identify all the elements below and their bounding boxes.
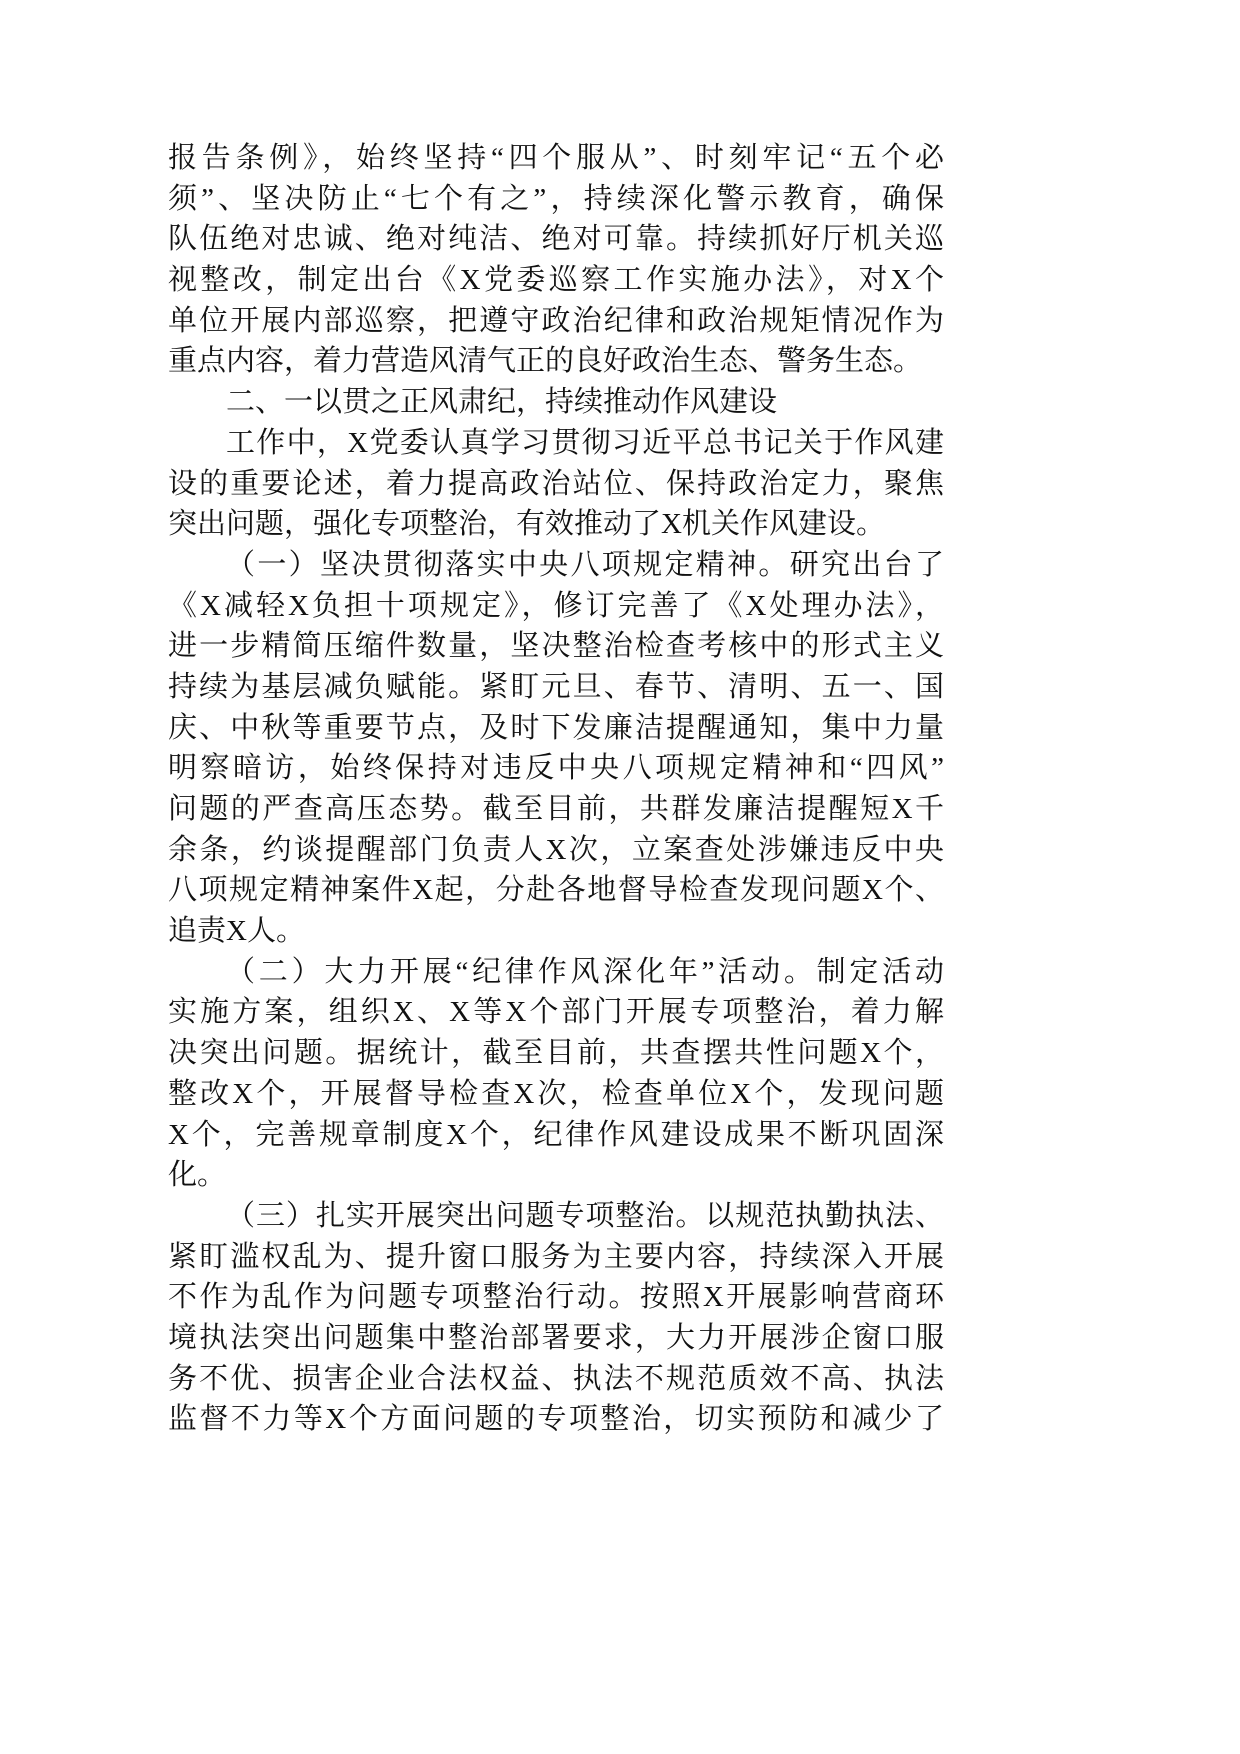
text-line: 进一步精简压缩件数量，坚决整治检查考核中的形式主义 <box>168 630 944 663</box>
text-line: 突出问题，强化专项整治，有效推动了X机关作风建设。 <box>168 508 885 541</box>
text-line: 务不优、损害企业合法权益、执法不规范质效不高、执法 <box>168 1362 944 1395</box>
subsection-heading-line: （三）扎实开展突出问题专项整治。以规范执勤执法、 <box>226 1199 944 1232</box>
text-line: 视整改，制定出台《X党委巡察工作实施办法》，对X个 <box>168 264 944 297</box>
text-line: 持续为基层减负赋能。紧盯元旦、春节、清明、五一、国 <box>168 670 944 703</box>
paragraph <box>168 952 944 1196</box>
text-line: 整改X个，开展督导检查X次，检查单位X个，发现问题 <box>168 1077 944 1110</box>
text-line: 庆、中秋等重要节点，及时下发廉洁提醒通知，集中力量 <box>168 711 944 744</box>
document-body <box>168 138 944 1440</box>
section-heading <box>168 382 944 423</box>
text-line: 监督不力等X个方面问题的专项整治，切实预防和减少了 <box>168 1403 944 1436</box>
paragraph <box>168 1196 944 1440</box>
text-line: 工作中，X党委认真学习贯彻习近平总书记关于作风建 <box>226 426 944 459</box>
text-line: 决突出问题。据统计，截至目前，共查摆共性问题X个， <box>168 1037 944 1070</box>
text-line: 实施方案，组织X、X等X个部门开展专项整治，着力解 <box>168 996 944 1029</box>
text-line: 境执法突出问题集中整治部署要求，大力开展涉企窗口服 <box>168 1321 944 1354</box>
text-line: 须”、坚决防止“七个有之”，持续深化警示教育，确保 <box>168 182 944 215</box>
subsection-heading-line: （二）大力开展“纪律作风深化年”活动。制定活动 <box>226 955 944 988</box>
subsection-heading-line: （一）坚决贯彻落实中央八项规定精神。研究出台了 <box>226 548 944 581</box>
text-line: 明察暗访，始终保持对违反中央八项规定精神和“四风” <box>168 752 944 785</box>
text-line: 紧盯滥权乱为、提升窗口服务为主要内容，持续深入开展 <box>168 1240 944 1273</box>
text-line: 不作为乱作为问题专项整治行动。按照X开展影响营商环 <box>168 1281 944 1314</box>
text-line: 追责X人。 <box>168 915 305 948</box>
text-line: 化。 <box>168 1159 227 1192</box>
text-line: 设的重要论述，着力提高政治站位、保持政治定力，聚焦 <box>168 467 944 500</box>
text-line: 队伍绝对忠诚、绝对纯洁、绝对可靠。持续抓好厅机关巡 <box>168 223 944 256</box>
text-line: X个，完善规章制度X个，纪律作风建设成果不断巩固深 <box>168 1118 944 1151</box>
text-line: 问题的严查高压态势。截至目前，共群发廉洁提醒短X千 <box>168 793 944 825</box>
text-line: 重点内容，着力营造风清气正的良好政治生态、警务生态。 <box>168 345 923 378</box>
text-line: 余条，约谈提醒部门负责人X次，立案查处涉嫌违反中央 <box>168 833 944 866</box>
text-line: 报告条例》，始终坚持“四个服从”、时刻牢记“五个必 <box>168 142 944 174</box>
paragraph <box>168 423 944 545</box>
paragraph <box>168 138 944 382</box>
text-line: 单位开展内部巡察，把遵守政治纪律和政治规矩情况作为 <box>168 304 944 337</box>
section-heading-text: 二、一以贯之正风肃纪，持续推动作风建设 <box>226 386 778 419</box>
text-line: 《X减轻X负担十项规定》，修订完善了《X处理办法》， <box>168 589 944 622</box>
text-line: 八项规定精神案件X起，分赴各地督导检查发现问题X个、 <box>168 874 944 907</box>
paragraph <box>168 545 944 952</box>
